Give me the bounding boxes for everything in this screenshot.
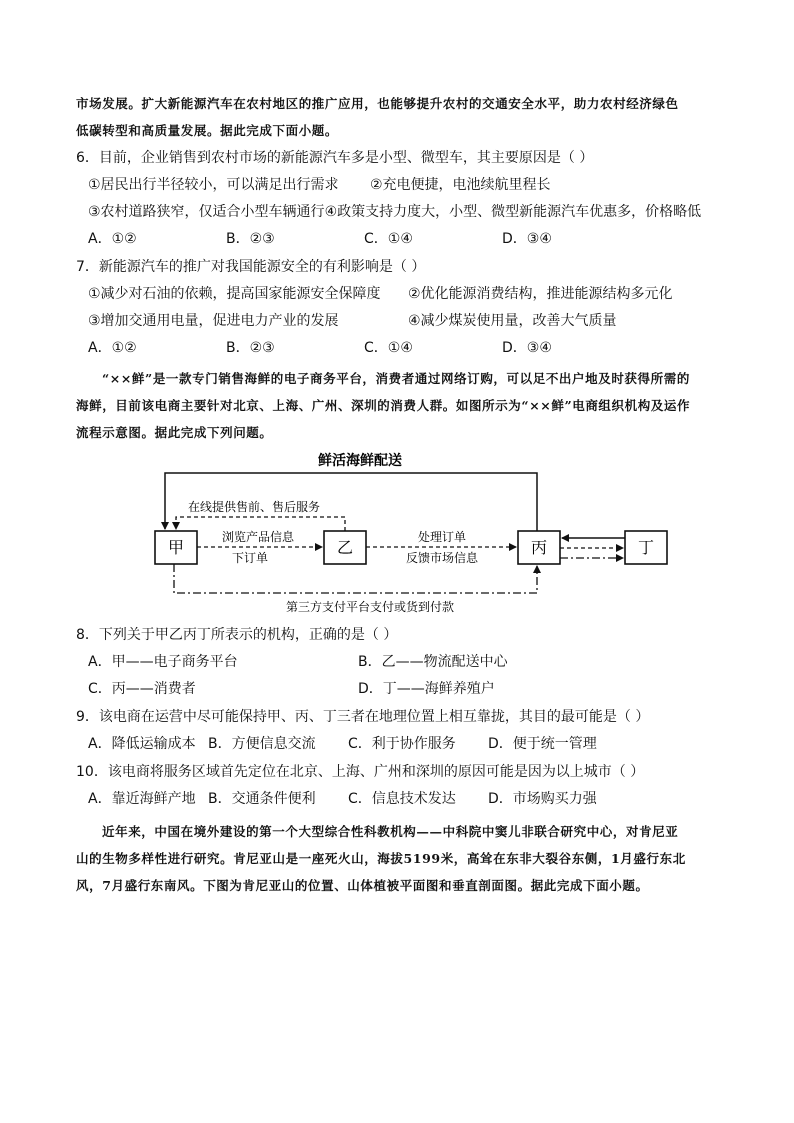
- passage-line: 近年来，中国在境外建设的第一个大型综合性科教机构——中科院中窦儿非联合研究中心，对肯尼亚: [102, 824, 679, 839]
- feedback-label: 反馈市场信息: [405, 551, 479, 565]
- question-stem: 6．目前，企业销售到农村市场的新能源汽车多是小型、微型车，其主要原因是（ ）: [76, 150, 594, 166]
- passage-line: 风，7月盛行东南风。下图为肯尼亚山的位置、山体植被平面图和垂直剖面图。据此完成下面小题。: [76, 878, 649, 893]
- flow-diagram: [150, 447, 675, 622]
- option-c[interactable]: C．①④: [364, 231, 413, 247]
- options-row: [76, 649, 736, 676]
- statement: ②充电便捷，电池续航里程长: [370, 177, 551, 193]
- service-label: 在线提供售前、售后服务: [187, 500, 321, 514]
- option-c[interactable]: C．利于协作服务: [348, 736, 456, 752]
- node-bing-label: 丙: [530, 538, 548, 557]
- statement: ④政策支持力度大，小型、微型新能源汽车优惠多，价格略低: [324, 204, 702, 220]
- statement: ④减少煤炭使用量，改善大气质量: [408, 313, 617, 329]
- statement-row: [76, 199, 736, 226]
- question-7: [76, 254, 736, 362]
- options-row: [76, 786, 736, 813]
- browse-label: 浏览产品信息: [221, 530, 295, 544]
- passage-seafood: [76, 365, 724, 446]
- option-d[interactable]: D．便于统一管理: [488, 736, 597, 752]
- passage-line: “××鲜”是一款专门销售海鲜的电子商务平台，消费者通过网络订购，可以足不出户地及时获得所需的: [102, 371, 690, 386]
- statement: ③增加交通用电量，促进电力产业的发展: [88, 313, 339, 329]
- passage-kenya: [76, 818, 724, 899]
- option-a[interactable]: A．甲——电子商务平台: [88, 654, 238, 670]
- payment-label: 第三方支付平台支付或货到付款: [285, 600, 455, 614]
- option-a[interactable]: A．靠近海鲜产地: [88, 791, 196, 807]
- question-stem: 10．该电商将服务区域首先定位在北京、上海、广州和深圳的原因可能是因为以上城市（ ）: [76, 764, 645, 780]
- statement: ②优化能源消费结构，推进能源结构多元化: [408, 286, 673, 302]
- statement: ①减少对石油的依赖，提高国家能源安全保障度: [88, 286, 381, 302]
- passage-line: 山的生物多样性进行研究。肯尼亚山是一座死火山，海拔5199米，高耸在东非大裂谷东侧，1月盛行东北: [76, 851, 686, 866]
- passage-line: 低碳转型和高质量发展。据此完成下面小题。: [76, 123, 339, 138]
- payment-arrow: [174, 564, 537, 593]
- node-yi-label: 乙: [336, 538, 354, 557]
- statement-row: [76, 281, 736, 308]
- passage-line: 流程示意图。据此完成下列问题。: [76, 425, 273, 440]
- statement: ③农村道路狭窄，仅适合小型车辆通行: [88, 204, 325, 220]
- top-label: 鲜活海鲜配送: [318, 453, 402, 469]
- question-stem: 8．下列关于甲乙丙丁所表示的机构，正确的是（ ）: [76, 627, 398, 643]
- node-ding-label: 丁: [637, 538, 655, 557]
- statement-row: [76, 172, 736, 199]
- order-label: 下订单: [231, 551, 269, 565]
- option-b[interactable]: B．乙——物流配送中心: [358, 654, 508, 670]
- question-stem: 7．新能源汽车的推广对我国能源安全的有利影响是（ ）: [76, 259, 426, 275]
- question-stem: 9．该电商在运营中尽可能保持甲、丙、丁三者在地理位置上相互靠拢，其目的最可能是（ ）: [76, 709, 650, 725]
- option-d[interactable]: D．市场购买力强: [488, 791, 597, 807]
- options-row: [76, 335, 736, 362]
- statement-row: [76, 308, 736, 335]
- option-c[interactable]: C．①④: [364, 340, 413, 356]
- question-9: [76, 704, 736, 758]
- option-a[interactable]: A．①②: [88, 231, 137, 247]
- question-6: [76, 145, 736, 253]
- passage-line: 市场发展。扩大新能源汽车在农村地区的推广应用，也能够提升农村的交通安全水平，助力农村经济绿色: [76, 96, 679, 111]
- node-jia-label: 甲: [167, 538, 185, 557]
- option-d[interactable]: D．③④: [502, 231, 552, 247]
- statement: ①居民出行半径较小，可以满足出行需求: [88, 177, 339, 193]
- option-c[interactable]: C．信息技术发达: [348, 791, 456, 807]
- passage-intro: [76, 90, 724, 144]
- option-b[interactable]: B．交通条件便利: [208, 791, 316, 807]
- option-b[interactable]: B．②③: [226, 340, 275, 356]
- option-c[interactable]: C．丙——消费者: [88, 681, 196, 697]
- option-d[interactable]: D．③④: [502, 340, 552, 356]
- options-row: [76, 731, 736, 758]
- process-label: 处理订单: [417, 530, 467, 544]
- question-8: [76, 622, 736, 703]
- option-a[interactable]: A．降低运输成本: [88, 736, 196, 752]
- service-arrow: [176, 517, 345, 531]
- option-b[interactable]: B．方便信息交流: [208, 736, 316, 752]
- options-row: [76, 676, 736, 703]
- passage-line: 海鲜，目前该电商主要针对北京、上海、广州、深圳的消费人群。如图所示为“××鲜”电商组织机构及运作: [76, 398, 691, 413]
- question-10: [76, 759, 736, 813]
- option-d[interactable]: D．丁——海鲜养殖户: [358, 681, 495, 697]
- option-b[interactable]: B．②③: [226, 231, 275, 247]
- options-row: [76, 226, 736, 253]
- option-a[interactable]: A．①②: [88, 340, 137, 356]
